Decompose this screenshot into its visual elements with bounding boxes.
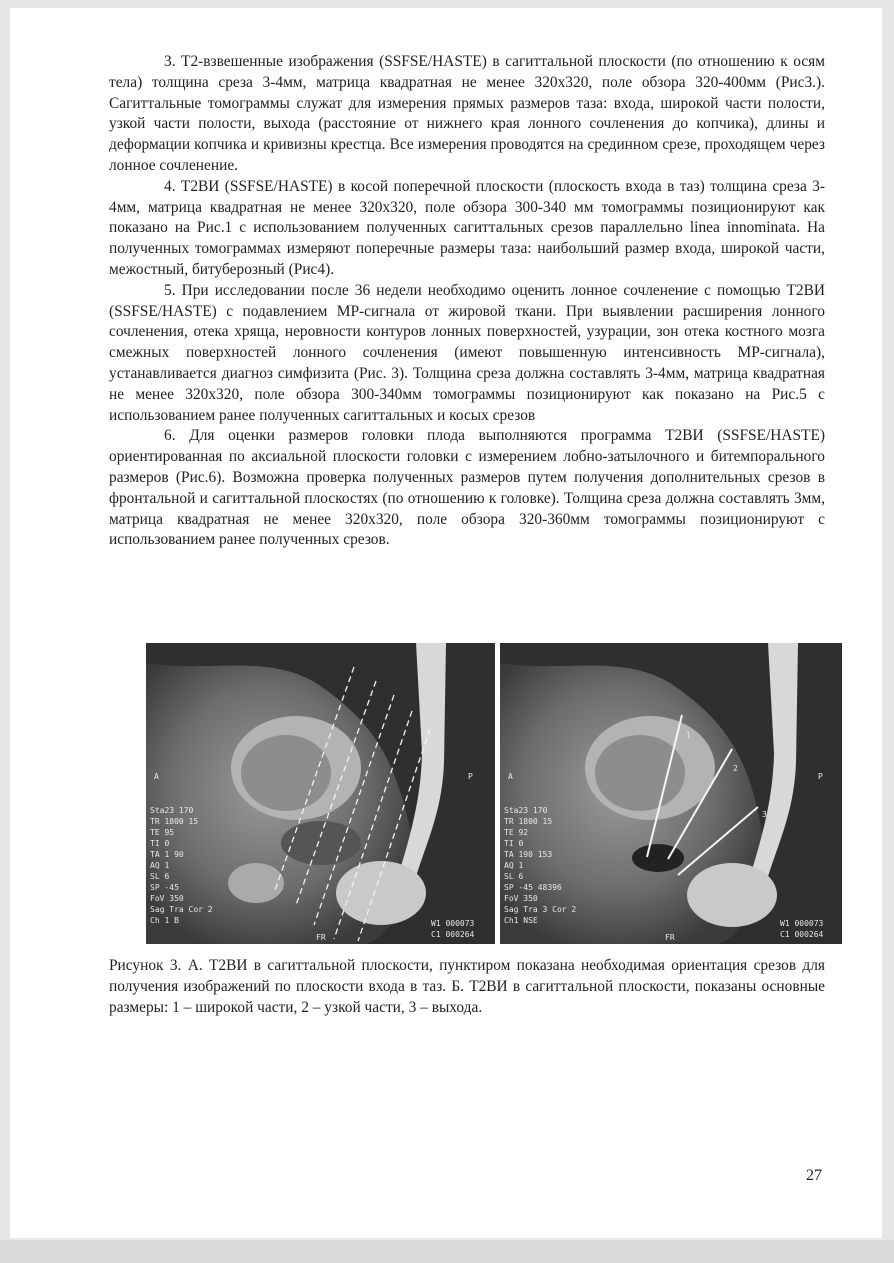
- marker-bottom: FR: [665, 933, 675, 942]
- figure-caption: Рисунок 3. А. Т2ВИ в сагиттальной плоскости, пунктиром показана необходимая ориентация срезов для получения изображений по плоскости входа в таз. Б. Т2ВИ в сагиттальной плоскости, показаны основные размеры: 1 – широкой части, 2 – узкой части, 3 – выхода.: [109, 957, 825, 1016]
- window-center: C1 000264: [780, 930, 824, 939]
- window-center: C1 000264: [431, 930, 475, 939]
- mri-image-b: [500, 643, 842, 944]
- svg-text:TA 1 90: TA 1 90: [150, 850, 184, 859]
- page-number: 27: [806, 1167, 822, 1184]
- body-text: [109, 52, 825, 551]
- svg-text:TE 95: TE 95: [150, 828, 175, 837]
- svg-text:SL 6: SL 6: [150, 872, 170, 881]
- svg-text:SL 6: SL 6: [504, 872, 524, 881]
- svg-text:FoV 350: FoV 350: [150, 894, 184, 903]
- svg-text:TI 0: TI 0: [504, 839, 524, 848]
- svg-text:TE 92: TE 92: [504, 828, 529, 837]
- svg-text:TA 190 153: TA 190 153: [504, 850, 553, 859]
- dimension-label-1: 1: [686, 731, 691, 740]
- figure-3: [146, 643, 842, 945]
- window-width: W1 000073: [431, 919, 475, 928]
- svg-text:AQ 1: AQ 1: [504, 861, 524, 870]
- marker-posterior: P: [468, 772, 473, 781]
- svg-text:Sta23 170: Sta23 170: [150, 806, 194, 815]
- svg-text:Ch 1 B: Ch 1 B: [150, 916, 179, 925]
- paragraph-3: 3. Т2-взвешенные изображения (SSFSE/HASTE) в сагиттальной плоскости (по отношению к осям тела) толщина среза 3-4мм, матрица квадратная не менее 320х320, поле обзора 320-400мм (Рис3.). Сагиттальные томограммы служат для измерения прямых размеров таза: входа, широкой части полости, узкой части полости, выхода (расстояние от нижнего края лонного сочленения до копчика), длины и деформации копчика и кривизны крестца. Все измерения проводятся на срединном срезе, проходящем через лонное сочленение.: [109, 53, 825, 174]
- marker-anterior: A: [508, 772, 513, 781]
- dimension-label-2: 2: [733, 764, 738, 773]
- svg-text:AQ 1: AQ 1: [150, 861, 170, 870]
- paragraph-4: 4. Т2ВИ (SSFSE/HASTE) в косой поперечной плоскости (плоскость входа в таз) толщина среза 3-4мм, матрица квадратная не менее 320х320, поле обзора 300-340 мм томограммы позиционируют как показано на Рис.1 с использованием полученных сагиттальных срезов параллельно linea innominata. На полученных томограммах измеряют поперечные размеры таза: наибольший размер входа, широкой части, межостный, битуберозный (Рис4).: [109, 177, 825, 278]
- svg-text:TR 1800 15: TR 1800 15: [504, 817, 553, 826]
- svg-text:SP -45: SP -45: [150, 883, 179, 892]
- svg-text:SP -45 48396: SP -45 48396: [504, 883, 562, 892]
- marker-posterior: P: [818, 772, 823, 781]
- window-width: W1 000073: [780, 919, 824, 928]
- scan-edge: [0, 1240, 894, 1263]
- svg-text:Sag Tra Cor 2: Sag Tra Cor 2: [150, 905, 213, 914]
- svg-text:Ch1 NSE: Ch1 NSE: [504, 916, 538, 925]
- paragraph-5: 5. При исследовании после 36 недели необходимо оценить лонное сочленение с помощью Т2ВИ (SSFSE/HASTE) с подавлением МР-сигнала от жировой ткани. При выявлении расширения лонного сочленения, отека хряща, неровности контуров лонных поверхностей, узурации, зон отека костного мозга смежных поверхностей лонного сочленения (имеют повышенную интенсивность МР-сигнала), устанавливается диагноз симфизита (Рис. 3). Толщина среза должна составлять 3-4мм, матрица квадратная не менее 320х320, поле обзора 300-340мм томограммы позиционируют как показано на Рис.5 с использованием ранее полученных сагиттальных и косых срезов: [109, 281, 825, 424]
- svg-text:Sag Tra 3 Cor 2: Sag Tra 3 Cor 2: [504, 905, 577, 914]
- svg-text:TR 1800 15: TR 1800 15: [150, 817, 199, 826]
- paragraph-6: 6. Для оценки размеров головки плода выполняются программа Т2ВИ (SSFSE/HASTE) ориентированная по аксиальной плоскости головки с измерением лобно-затылочного и битемпорального размеров (Рис.6). Возможна проверка полученных размеров путем получения дополнительных срезов в фронтальной и сагиттальной плоскостях (по отношению к головке). Толщина среза должна составлять 3мм, матрица квадратная не менее 320х320, поле обзора 320-360мм томограммы позиционируют с использованием ранее полученных срезов.: [109, 427, 825, 549]
- svg-text:Sta23 170: Sta23 170: [504, 806, 548, 815]
- svg-text:FoV 350: FoV 350: [504, 894, 538, 903]
- marker-bottom: FR: [316, 933, 326, 942]
- svg-text:TI 0: TI 0: [150, 839, 170, 848]
- dimension-label-3: 3: [762, 810, 767, 819]
- marker-anterior: A: [154, 772, 159, 781]
- mri-image-a: [146, 643, 495, 944]
